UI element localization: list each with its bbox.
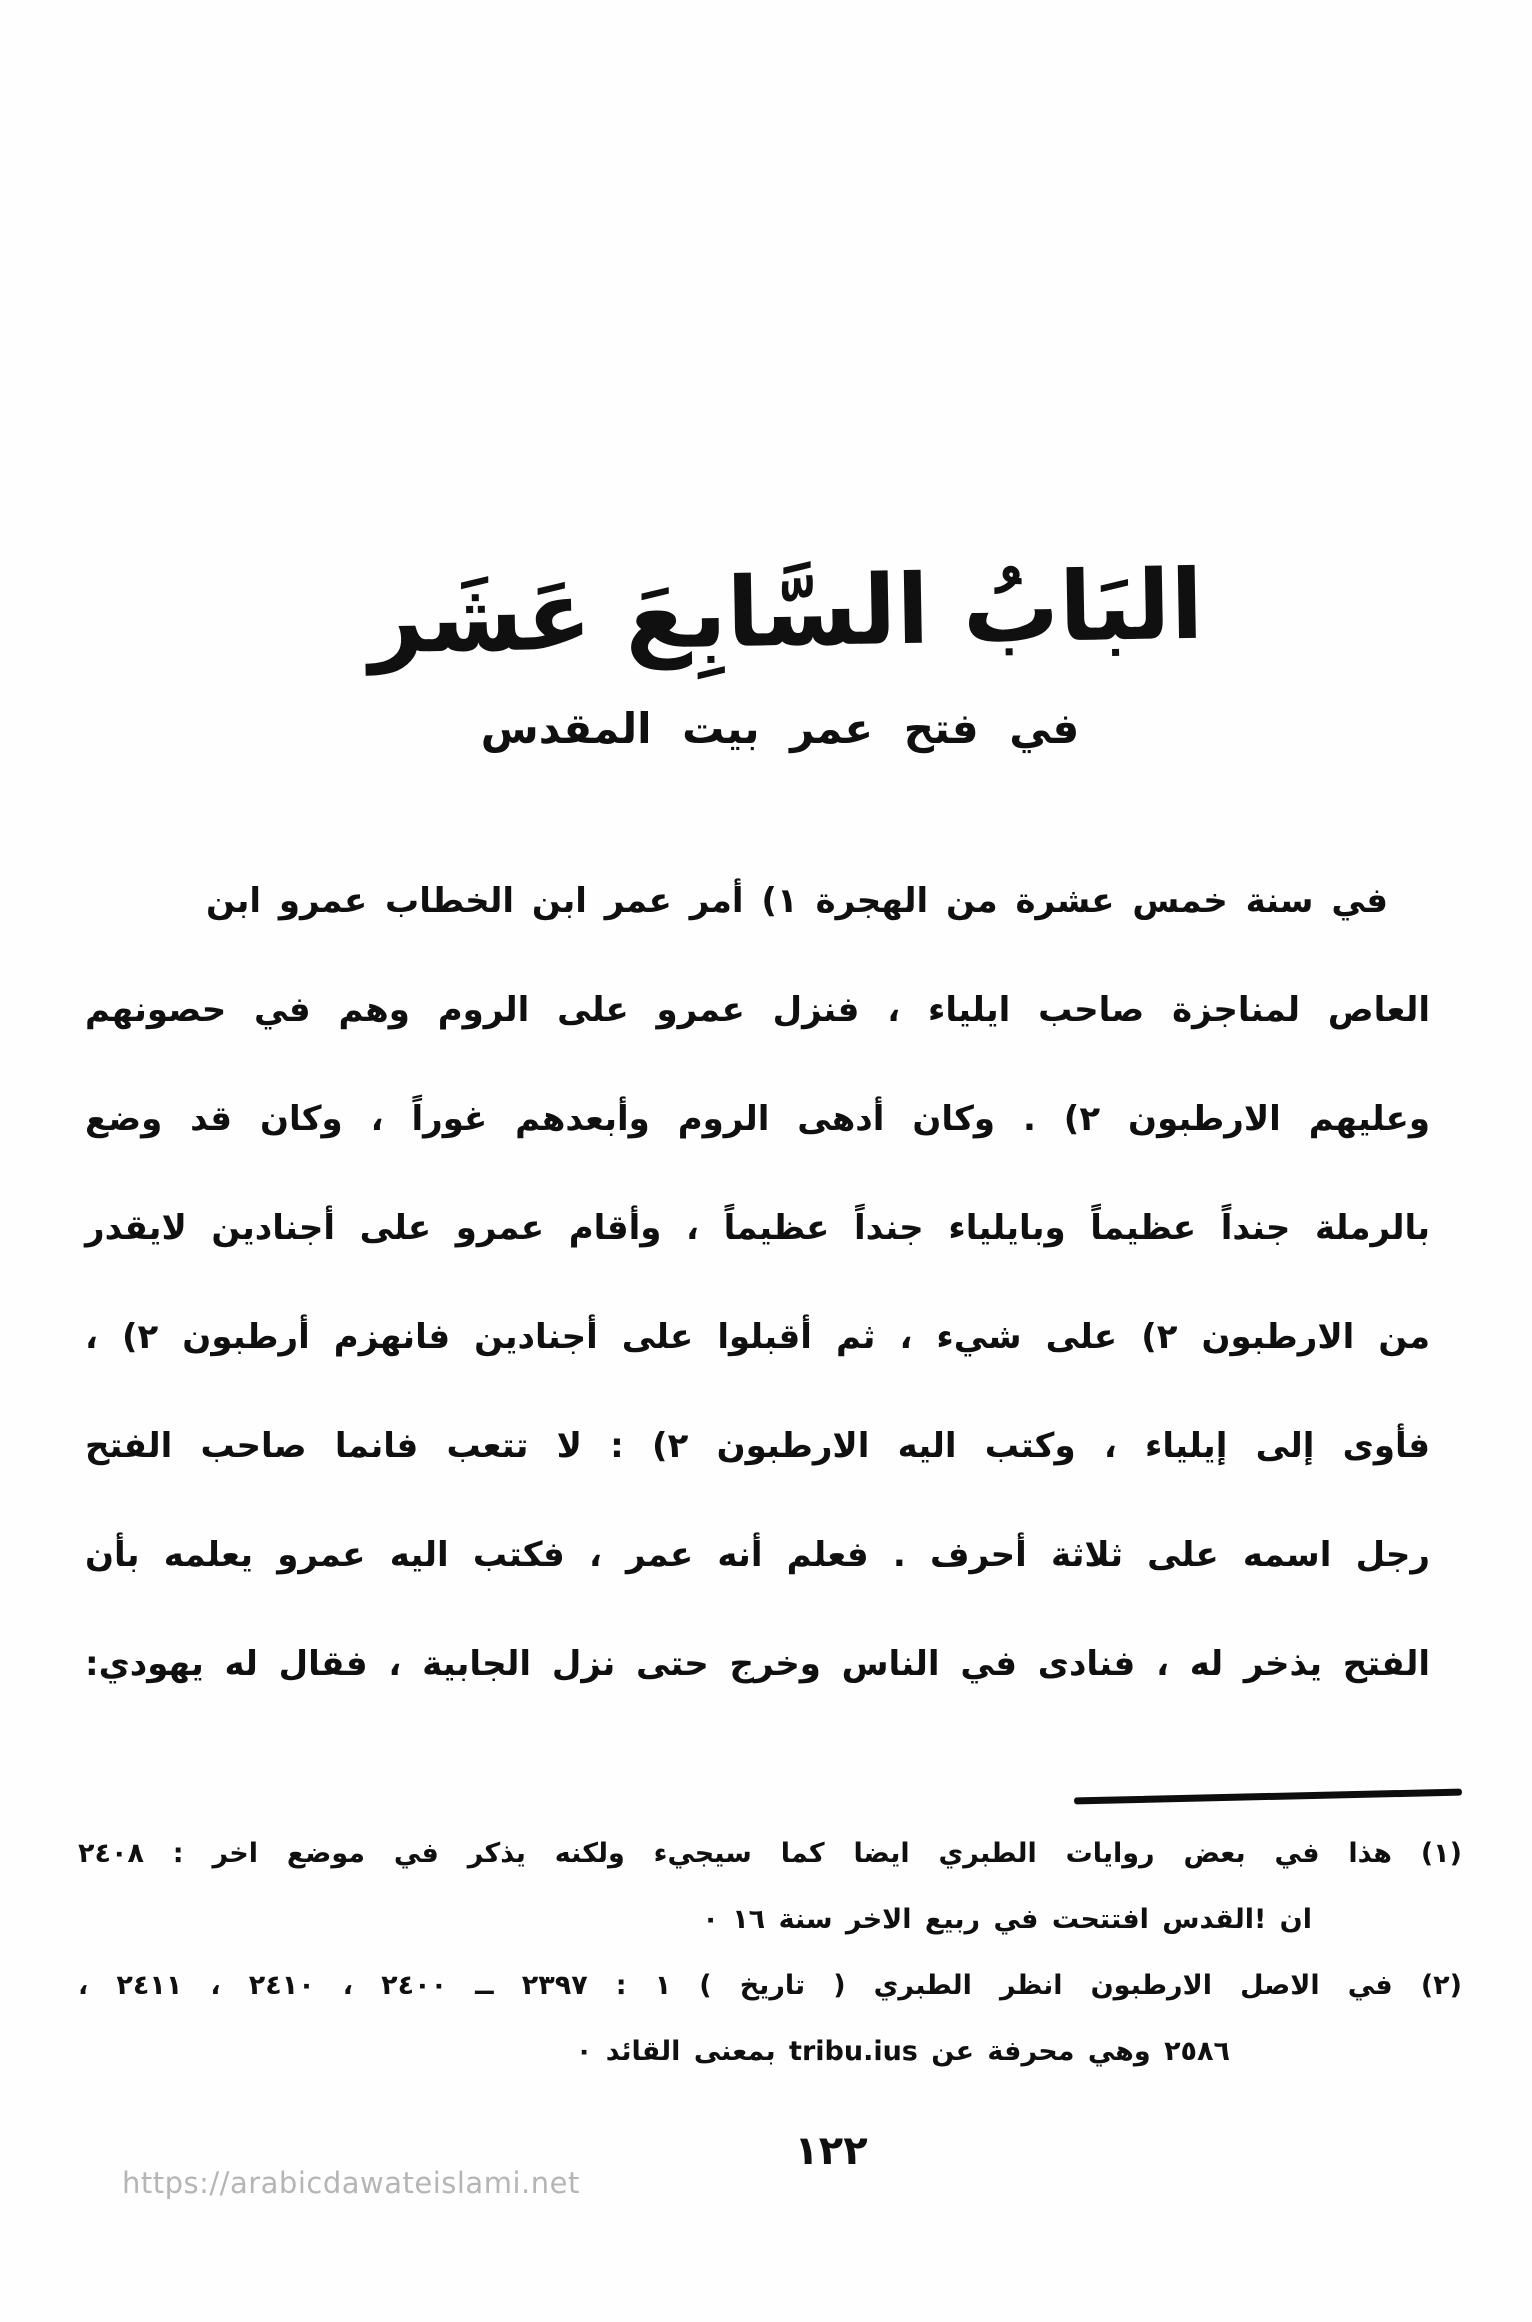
chapter-subtitle: في فتح عمر بيت المقدس bbox=[480, 703, 1080, 753]
body-line: الفتح يذخر له ، فنادى في الناس وخرج حتى نزل الجابية ، فقال له يهودي: bbox=[85, 1643, 1430, 1684]
body-line: وعليهم الارطبون ⁦(٢⁩ . وكان أدهى الروم وأبعدهم غوراً ، وكان قد وضع bbox=[85, 1098, 1430, 1139]
body-line: من الارطبون ⁦(٢⁩ على شيء ، ثم أقبلوا على أجنادين فانهزم أرطبون ⁦(٢⁩ ، bbox=[85, 1316, 1430, 1357]
chapter-title: البَابُ السَّابِعَ عَشَر bbox=[367, 548, 1205, 676]
footnote-separator-rule bbox=[1074, 1789, 1462, 1805]
footnote-1-line-2: ان !القدس افتتحت في ربيع الاخر سنة ١٦ ٠ bbox=[702, 1904, 1312, 1935]
body-line: رجل اسمه على ثلاثة أحرف . فعلم أنه عمر ، فكتب اليه عمرو يعلمه بأن bbox=[85, 1534, 1430, 1575]
body-paragraph bbox=[85, 881, 1430, 1753]
page-number: ١٢٢ bbox=[794, 2128, 868, 2174]
footnote-1-line-1: (١) هذا في بعض روايات الطبري ايضا كما سيجيء ولكنه يذكر في موضع اخر : ٢٤٠٨ bbox=[78, 1838, 1462, 1869]
body-line: بالرملة جنداً عظيماً وبايلياء جنداً عظيماً ، وأقام عمرو على أجنادين لايقدر bbox=[85, 1207, 1430, 1248]
watermark-url: https://arabicdawateislami.net bbox=[122, 2166, 580, 2200]
body-line: فأوى إلى إيلياء ، وكتب اليه الارطبون ⁦(٢⁩ : لا تتعب فانما صاحب الفتح bbox=[85, 1425, 1430, 1466]
body-line: العاص لمناجزة صاحب ايلياء ، فنزل عمرو على الروم وهم في حصونهم bbox=[85, 989, 1430, 1030]
body-line: في سنة خمس عشرة من الهجرة ⁦(١⁩ أمر عمر ابن الخطاب عمرو ابن bbox=[206, 880, 1388, 921]
footnotes-section bbox=[78, 1838, 1462, 2102]
footnote-2-line-2: ٢٥٨٦ وهي محرفة عن ⁦tribu.ius⁩ بمعنى القائد ٠ bbox=[575, 2036, 1230, 2067]
footnote-2-line-1: (٢) في الاصل الارطبون انظر الطبري ( تاريخ ) ١ : ٢٣٩٧ ــ ٢٤٠٠ ، ٢٤١٠ ، ٢٤١١ ، bbox=[78, 1970, 1462, 2001]
